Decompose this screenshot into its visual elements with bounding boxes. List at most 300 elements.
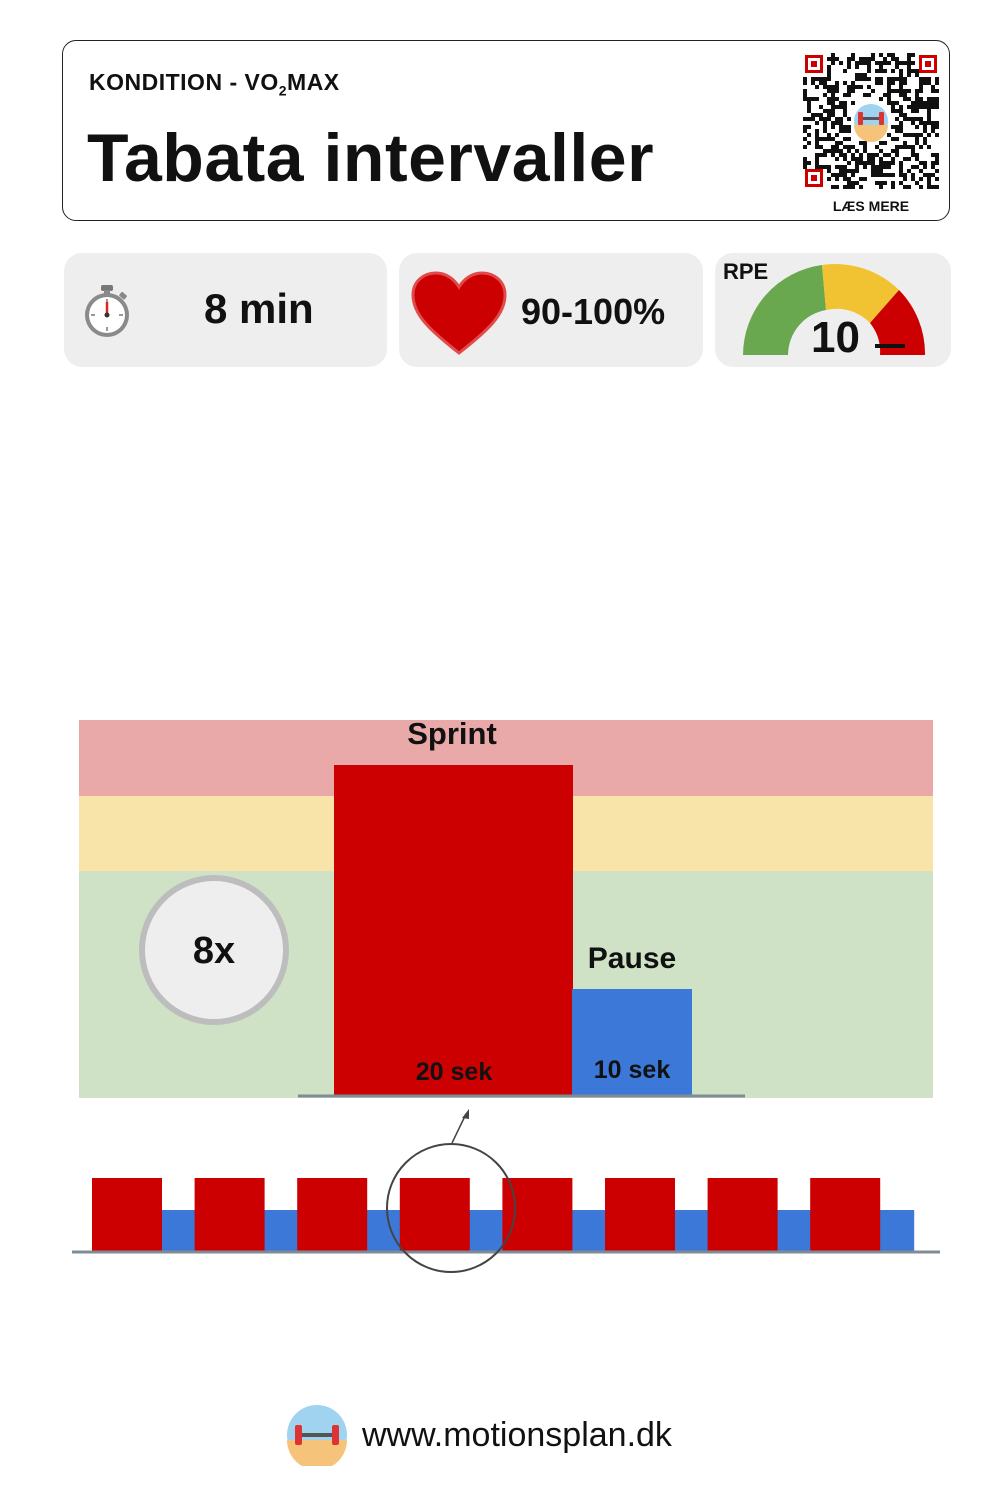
qr-module	[803, 161, 807, 165]
qr-module	[847, 161, 851, 165]
qr-module	[851, 169, 855, 173]
sprint-bar	[334, 765, 573, 1097]
rpe-label: RPE	[723, 259, 769, 284]
qr-module	[935, 169, 939, 173]
category-label: KONDITION - $VO_2MAX$	[89, 69, 340, 99]
qr-module	[831, 61, 835, 65]
qr-module	[815, 121, 819, 125]
qr-module	[927, 81, 931, 85]
qr-module	[887, 53, 891, 57]
qr-module	[883, 161, 887, 165]
qr-module	[907, 97, 911, 101]
qr-module	[847, 125, 851, 129]
qr-module	[899, 93, 903, 97]
qr-module	[891, 149, 895, 153]
qr-module	[899, 165, 903, 169]
qr-module	[843, 173, 847, 177]
qr-module	[923, 125, 927, 129]
qr-module	[931, 121, 935, 125]
qr-module	[843, 169, 847, 173]
qr-module	[831, 113, 835, 117]
qr-module	[835, 121, 839, 125]
motionsplan-logo[interactable]	[286, 1404, 348, 1466]
qr-module	[899, 173, 903, 177]
qr-module	[839, 141, 843, 145]
website-link[interactable]: www.motionsplan.dk	[362, 1416, 672, 1454]
qr-module	[839, 173, 843, 177]
qr-module	[859, 161, 863, 165]
qr-module	[871, 165, 875, 169]
qr-module	[815, 97, 819, 101]
qr-module	[867, 69, 871, 73]
qr-module	[855, 169, 859, 173]
read-more-link[interactable]: LÆS MERE	[832, 198, 910, 214]
qr-module	[895, 153, 899, 157]
qr-module	[831, 145, 835, 149]
qr-module	[827, 177, 831, 181]
qr-module	[931, 129, 935, 133]
qr-module	[903, 173, 907, 177]
qr-module	[915, 153, 919, 157]
qr-module	[815, 157, 819, 161]
qr-module	[927, 97, 931, 101]
qr-module	[899, 181, 903, 185]
qr-module	[907, 73, 911, 77]
qr-module	[891, 173, 895, 177]
qr-module	[831, 97, 835, 101]
qr-module	[879, 141, 883, 145]
qr-module	[915, 109, 919, 113]
qr-module	[803, 81, 807, 85]
qr-module	[919, 169, 923, 173]
qr-module	[907, 69, 911, 73]
qr-module	[915, 157, 919, 161]
qr-module	[867, 65, 871, 69]
qr-module	[847, 65, 851, 69]
qr-module	[867, 77, 871, 81]
qr-module	[867, 57, 871, 61]
qr-module	[867, 85, 871, 89]
qr-module	[819, 81, 823, 85]
qr-module	[827, 109, 831, 113]
interval-sequence	[92, 1178, 914, 1252]
qr-module	[803, 117, 807, 121]
qr-module	[931, 173, 935, 177]
qr-module	[823, 121, 827, 125]
page-title: Tabata intervaller	[87, 120, 655, 196]
qr-module	[847, 93, 851, 97]
qr-module	[863, 141, 867, 145]
qr-module	[923, 121, 927, 125]
qr-module	[919, 177, 923, 181]
qr-module	[807, 125, 811, 129]
qr-module	[895, 77, 899, 81]
qr-module	[911, 153, 915, 157]
qr-module	[859, 57, 863, 61]
qr-module	[827, 57, 831, 61]
qr-module	[891, 161, 895, 165]
qr-module	[847, 181, 851, 185]
qr-module	[863, 161, 867, 165]
qr-module	[891, 109, 895, 113]
qr-module	[931, 161, 935, 165]
qr-module	[883, 69, 887, 73]
qr-module	[915, 181, 919, 185]
qr-module	[919, 81, 923, 85]
qr-module	[907, 89, 911, 93]
qr-module	[931, 89, 935, 93]
qr-module	[911, 105, 915, 109]
qr-module	[887, 85, 891, 89]
qr-module	[903, 145, 907, 149]
qr-module	[803, 89, 807, 93]
qr-module	[927, 121, 931, 125]
qr-module	[871, 57, 875, 61]
qr-module	[831, 121, 835, 125]
qr-module	[823, 165, 827, 169]
qr-module	[907, 105, 911, 109]
heart-icon	[411, 271, 507, 357]
qr-module	[895, 89, 899, 93]
qr-module	[887, 97, 891, 101]
qr-module	[835, 185, 839, 189]
qr-module	[803, 137, 807, 141]
qr-module	[903, 77, 907, 81]
qr-module	[827, 169, 831, 173]
qr-module	[931, 97, 935, 101]
qr-module	[807, 161, 811, 165]
qr-module	[927, 145, 931, 149]
qr-module	[919, 85, 923, 89]
qr-module	[851, 173, 855, 177]
qr-module	[831, 153, 835, 157]
qr-module	[919, 161, 923, 165]
qr-module	[887, 89, 891, 93]
sequence-work-block	[195, 1178, 265, 1252]
qr-module	[879, 169, 883, 173]
qr-module	[903, 157, 907, 161]
qr-module	[923, 161, 927, 165]
qr-module	[843, 93, 847, 97]
qr-module	[803, 129, 807, 133]
qr-module	[831, 93, 835, 97]
qr-module	[931, 105, 935, 109]
qr-module	[875, 165, 879, 169]
qr-module	[899, 105, 903, 109]
qr-module	[879, 97, 883, 101]
qr-module	[871, 173, 875, 177]
qr-module	[851, 85, 855, 89]
qr-module	[903, 113, 907, 117]
qr-module	[819, 113, 823, 117]
qr-module	[827, 165, 831, 169]
qr-module	[823, 149, 827, 153]
qr-module	[823, 77, 827, 81]
qr-module	[907, 57, 911, 61]
qr-module	[803, 165, 807, 169]
qr-module	[847, 149, 851, 153]
qr-module	[835, 81, 839, 85]
qr-module	[879, 165, 883, 169]
sequence-work-block	[400, 1178, 470, 1252]
qr-module	[895, 137, 899, 141]
qr-module	[891, 137, 895, 141]
qr-module	[923, 129, 927, 133]
qr-module	[923, 173, 927, 177]
qr-module	[899, 125, 903, 129]
qr-module	[931, 101, 935, 105]
qr-module	[931, 153, 935, 157]
qr-module	[855, 77, 859, 81]
qr-module	[855, 73, 859, 77]
qr-module	[899, 113, 903, 117]
qr-module	[807, 109, 811, 113]
qr-module	[879, 181, 883, 185]
qr-module	[859, 157, 863, 161]
qr-module	[863, 61, 867, 65]
qr-module	[847, 145, 851, 149]
qr-module	[851, 181, 855, 185]
qr-module	[911, 133, 915, 137]
qr-module	[899, 73, 903, 77]
qr-module	[923, 137, 927, 141]
qr-module	[927, 177, 931, 181]
qr-module	[819, 145, 823, 149]
qr-module	[835, 157, 839, 161]
qr-module	[875, 169, 879, 173]
qr-module	[835, 145, 839, 149]
qr-module	[843, 145, 847, 149]
footer	[286, 1404, 672, 1466]
qr-module	[839, 61, 843, 65]
qr-module	[891, 57, 895, 61]
qr-module	[811, 113, 815, 117]
qr-module	[895, 129, 899, 133]
qr-module	[895, 57, 899, 61]
qr-module	[807, 117, 811, 121]
qr-module	[847, 137, 851, 141]
sequence-rest-block	[570, 1210, 606, 1252]
qr-module	[843, 129, 847, 133]
qr-module	[819, 153, 823, 157]
qr-module	[875, 173, 879, 177]
qr-module	[847, 185, 851, 189]
qr-module	[935, 101, 939, 105]
qr-module	[859, 185, 863, 189]
qr-module	[903, 117, 907, 121]
qr-module	[911, 145, 915, 149]
qr-module	[819, 77, 823, 81]
qr-module	[835, 85, 839, 89]
qr-module	[807, 141, 811, 145]
qr-module	[839, 169, 843, 173]
qr-module	[915, 105, 919, 109]
qr-module	[891, 185, 895, 189]
qr-module	[907, 65, 911, 69]
qr-code[interactable]	[803, 53, 939, 189]
qr-module	[835, 117, 839, 121]
qr-module	[915, 97, 919, 101]
qr-module	[871, 153, 875, 157]
qr-module	[835, 173, 839, 177]
qr-module	[891, 69, 895, 73]
qr-module	[935, 153, 939, 157]
qr-module	[899, 161, 903, 165]
qr-module	[911, 117, 915, 121]
qr-module	[883, 173, 887, 177]
qr-module	[879, 157, 883, 161]
qr-module	[919, 101, 923, 105]
qr-module	[843, 157, 847, 161]
qr-module	[895, 61, 899, 65]
qr-module	[923, 105, 927, 109]
qr-module	[935, 81, 939, 85]
qr-module	[899, 81, 903, 85]
qr-module	[827, 73, 831, 77]
qr-module	[871, 157, 875, 161]
qr-module	[935, 89, 939, 93]
qr-module	[935, 105, 939, 109]
qr-module	[911, 109, 915, 113]
qr-module	[895, 149, 899, 153]
qr-module	[827, 133, 831, 137]
qr-module	[891, 89, 895, 93]
qr-module	[867, 61, 871, 65]
pause-label: Pause	[587, 942, 677, 975]
qr-module	[887, 165, 891, 169]
qr-module	[831, 105, 835, 109]
repeat-count: 8x	[192, 930, 236, 972]
qr-module	[935, 161, 939, 165]
qr-module	[915, 165, 919, 169]
qr-module	[891, 53, 895, 57]
qr-module	[903, 177, 907, 181]
qr-module	[903, 141, 907, 145]
qr-module	[931, 125, 935, 129]
sequence-work-block	[605, 1178, 675, 1252]
qr-module	[835, 97, 839, 101]
qr-module	[935, 97, 939, 101]
sprint-duration: 20 sek	[415, 1058, 493, 1086]
qr-module	[839, 117, 843, 121]
qr-module	[907, 169, 911, 173]
qr-module	[831, 53, 835, 57]
qr-module	[827, 113, 831, 117]
rpe-value: 10	[811, 313, 860, 362]
qr-module	[899, 61, 903, 65]
qr-module	[903, 89, 907, 93]
qr-module	[863, 149, 867, 153]
qr-module	[827, 85, 831, 89]
qr-module	[891, 77, 895, 81]
qr-module	[899, 145, 903, 149]
qr-module	[887, 81, 891, 85]
qr-module	[843, 113, 847, 117]
qr-module	[823, 81, 827, 85]
qr-module	[819, 137, 823, 141]
qr-module	[891, 181, 895, 185]
qr-module	[831, 101, 835, 105]
sequence-work-block	[810, 1178, 880, 1252]
qr-module	[883, 181, 887, 185]
qr-module	[843, 185, 847, 189]
qr-module	[855, 149, 859, 153]
qr-module	[867, 161, 871, 165]
qr-module	[899, 85, 903, 89]
qr-module	[887, 77, 891, 81]
qr-module	[823, 137, 827, 141]
qr-module	[919, 77, 923, 81]
sequence-rest-block	[160, 1210, 196, 1252]
qr-module	[859, 77, 863, 81]
qr-module	[831, 85, 835, 89]
qr-module	[859, 153, 863, 157]
qr-module	[899, 69, 903, 73]
qr-module	[915, 69, 919, 73]
heart-rate-value: 90-100%	[521, 291, 666, 332]
qr-module	[819, 117, 823, 121]
qr-module	[903, 97, 907, 101]
qr-module	[911, 101, 915, 105]
qr-module	[899, 121, 903, 125]
qr-module	[895, 65, 899, 69]
qr-module	[863, 77, 867, 81]
qr-module	[899, 169, 903, 173]
qr-module	[839, 125, 843, 129]
qr-module	[883, 165, 887, 169]
qr-module	[895, 145, 899, 149]
qr-module	[835, 133, 839, 137]
qr-module	[843, 153, 847, 157]
qr-module	[871, 53, 875, 57]
qr-module	[911, 149, 915, 153]
qr-module	[871, 89, 875, 93]
qr-module	[847, 117, 851, 121]
qr-module	[915, 137, 919, 141]
sequence-work-block	[297, 1178, 367, 1252]
qr-module	[923, 101, 927, 105]
zoom-pointer	[452, 1114, 466, 1143]
qr-module	[843, 165, 847, 169]
qr-module	[903, 133, 907, 137]
qr-module	[839, 101, 843, 105]
qr-module	[911, 177, 915, 181]
sequence-rest-block	[673, 1210, 709, 1252]
qr-module	[823, 129, 827, 133]
qr-module	[899, 89, 903, 93]
qr-module	[879, 53, 883, 57]
qr-module	[847, 129, 851, 133]
qr-module	[891, 125, 895, 129]
qr-module	[811, 81, 815, 85]
qr-module	[851, 185, 855, 189]
qr-module	[935, 177, 939, 181]
qr-module	[879, 149, 883, 153]
qr-module	[919, 89, 923, 93]
qr-module	[915, 133, 919, 137]
qr-module	[879, 61, 883, 65]
qr-module	[919, 97, 923, 101]
qr-module	[903, 93, 907, 97]
qr-module	[847, 89, 851, 93]
qr-module	[835, 89, 839, 93]
qr-module	[895, 109, 899, 113]
qr-module	[931, 165, 935, 169]
qr-module	[919, 145, 923, 149]
sequence-rest-block	[776, 1210, 812, 1252]
qr-module	[891, 157, 895, 161]
qr-module	[887, 101, 891, 105]
